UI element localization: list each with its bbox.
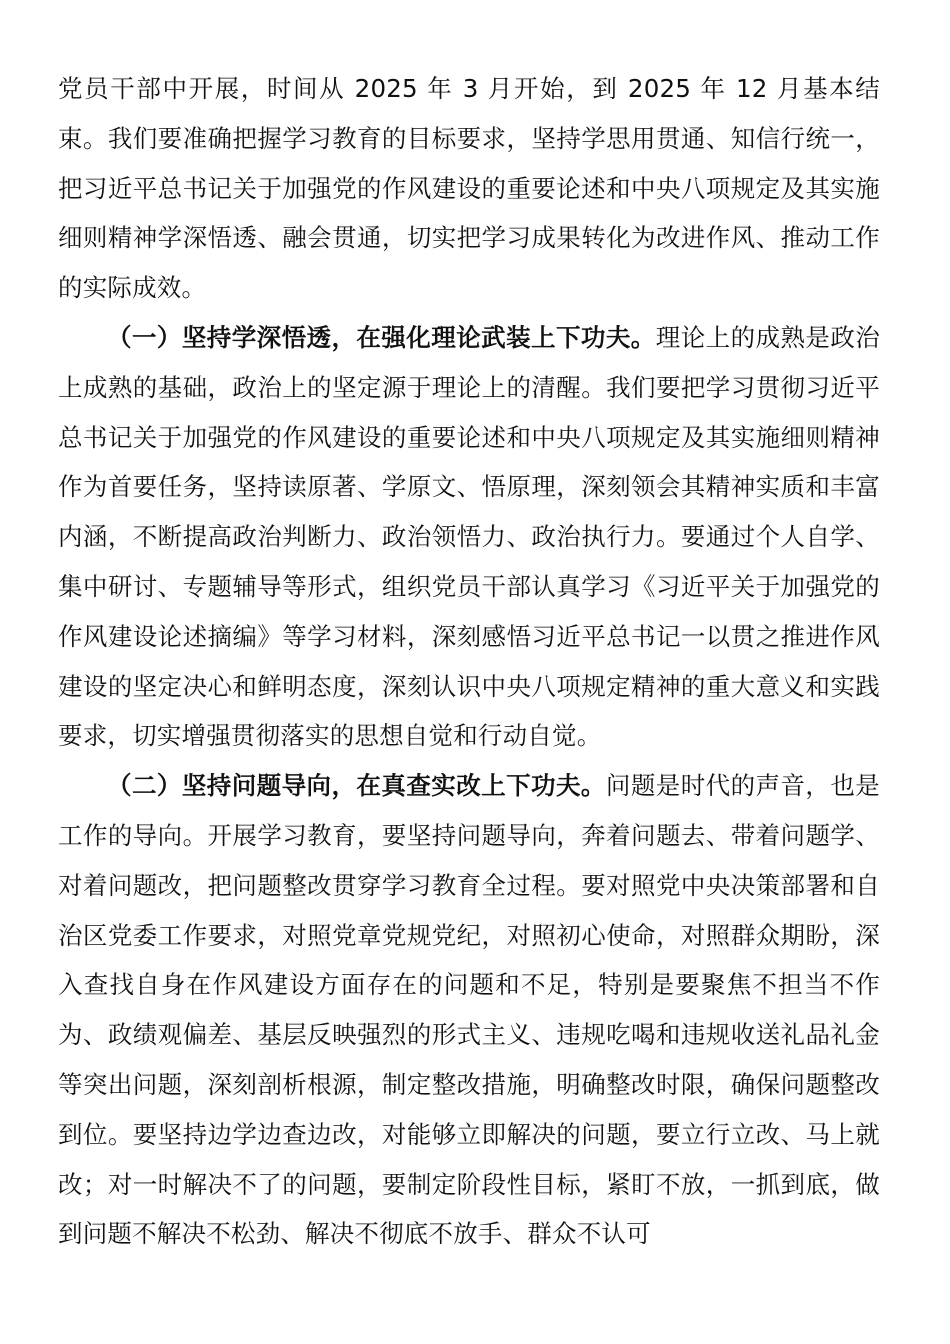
paragraph-section-2 [58, 761, 880, 1259]
document-body [58, 64, 880, 1259]
section-2-text: 问题是时代的声音，也是工作的导向。开展学习教育，要坚持问题导向，奔着问题去、带着问题学、对着问题改，把问题整改贯穿学习教育全过程。要对照党中央决策部署和自治区党委工作要求，对照党章党规党纪，对照初心使命，对照群众期盼，深入查找自身在作风建设方面存在的问题和不足，特别是要聚焦不担当不作为、政绩观偏差、基层反映强烈的形式主义、违规吃喝和违规收送礼品礼金等突出问题，深刻剖析根源，制定整改措施，明确整改时限，确保问题整改到位。要坚持边学边查边改，对能够立即解决的问题，要立行立改、马上就改；对一时解决不了的问题，要制定阶段性目标，紧盯不放，一抓到底，做到问题不解决不松劲、解决不彻底不放手、群众不认可 [58, 771, 881, 1249]
paragraph-intro [58, 64, 880, 313]
section-2-heading: （二）坚持问题导向，在真查实改上下功夫。 [107, 771, 606, 801]
paragraph-section-1 [58, 313, 880, 761]
section-1-heading: （一）坚持学深悟透，在强化理论武装上下功夫。 [107, 322, 656, 352]
section-1-text: 理论上的成熟是政治上成熟的基础，政治上的坚定源于理论上的清醒。我们要把学习贯彻习近平总书记关于加强党的作风建设的重要论述和中央八项规定及其实施细则精神作为首要任务，坚持读原著、学原文、悟原理，深刻领会其精神实质和丰富内涵，不断提高政治判断力、政治领悟力、政治执行力。要通过个人自学、集中研讨、专题辅导等形式，组织党员干部认真学习《习近平关于加强党的作风建设论述摘编》等学习材料，深刻感悟习近平总书记一以贯之推进作风建设的坚定决心和鲜明态度，深刻认识中央八项规定精神的重大意义和实践要求，切实增强贯彻落实的思想自觉和行动自觉。 [58, 322, 880, 751]
paragraph-intro-text: 党员干部中开展，时间从 2025 年 3 月开始，到 2025 年 12 月基本结束。我们要准确把握学习教育的目标要求，坚持学思用贯通、知信行统一，把习近平总书记关于加强党的作风建设的重要论述和中央八项规定及其实施细则精神学深悟透、融会贯通，切实把学习成果转化为改进作风、推动工作的实际成效。 [58, 74, 880, 303]
